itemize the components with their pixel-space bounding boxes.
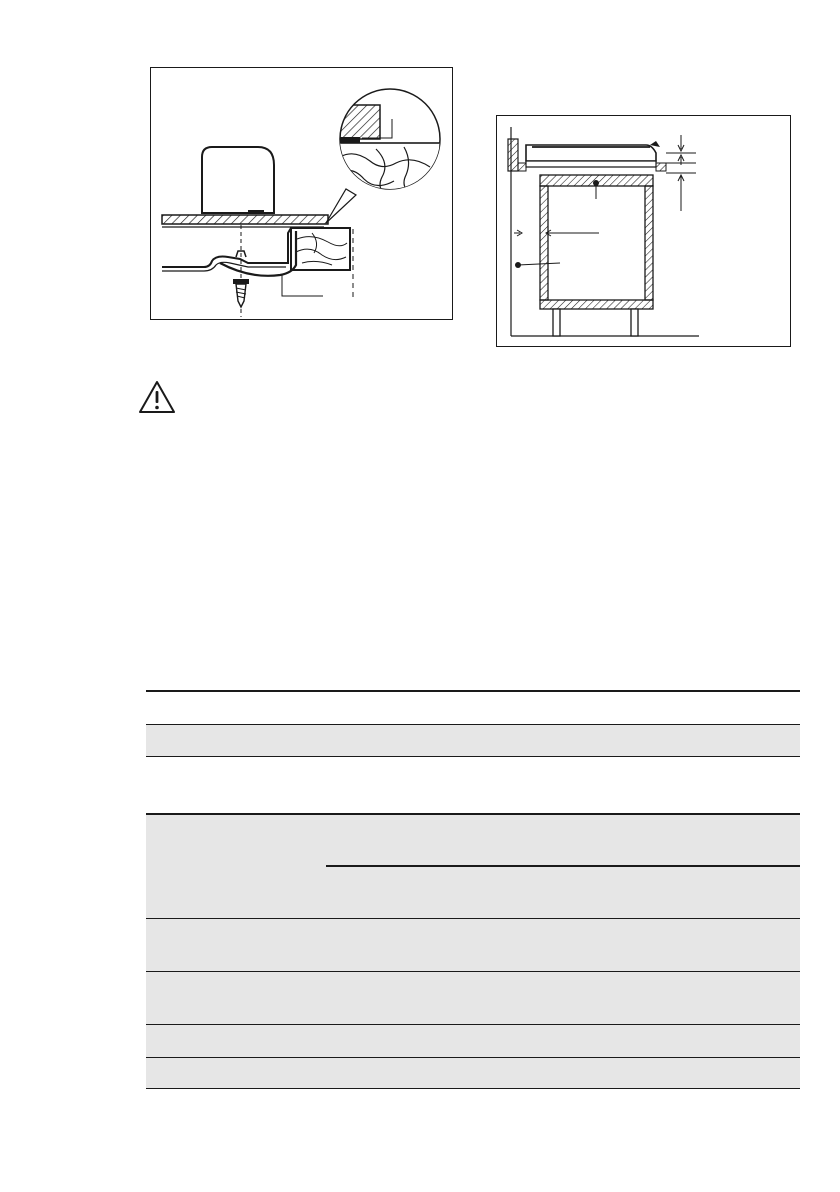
cabinet-right-side	[645, 186, 653, 300]
cabinet-left-side	[540, 186, 548, 300]
hob-clamp-installation-detail	[150, 67, 453, 320]
table-row	[146, 1058, 800, 1088]
hob-plate	[162, 215, 328, 224]
hob-cabinet-clearance-diagram	[496, 115, 791, 347]
cabinet-bottom-panel	[540, 300, 653, 309]
table-1	[146, 690, 800, 760]
table-row	[146, 692, 800, 724]
table-row	[146, 972, 800, 1024]
worktop	[291, 228, 350, 270]
burner-body	[202, 147, 274, 213]
table-row	[146, 725, 800, 756]
warning-triangle-icon	[137, 379, 177, 415]
table-row	[146, 1025, 800, 1057]
table-2	[146, 813, 800, 1093]
table-row	[146, 919, 800, 971]
